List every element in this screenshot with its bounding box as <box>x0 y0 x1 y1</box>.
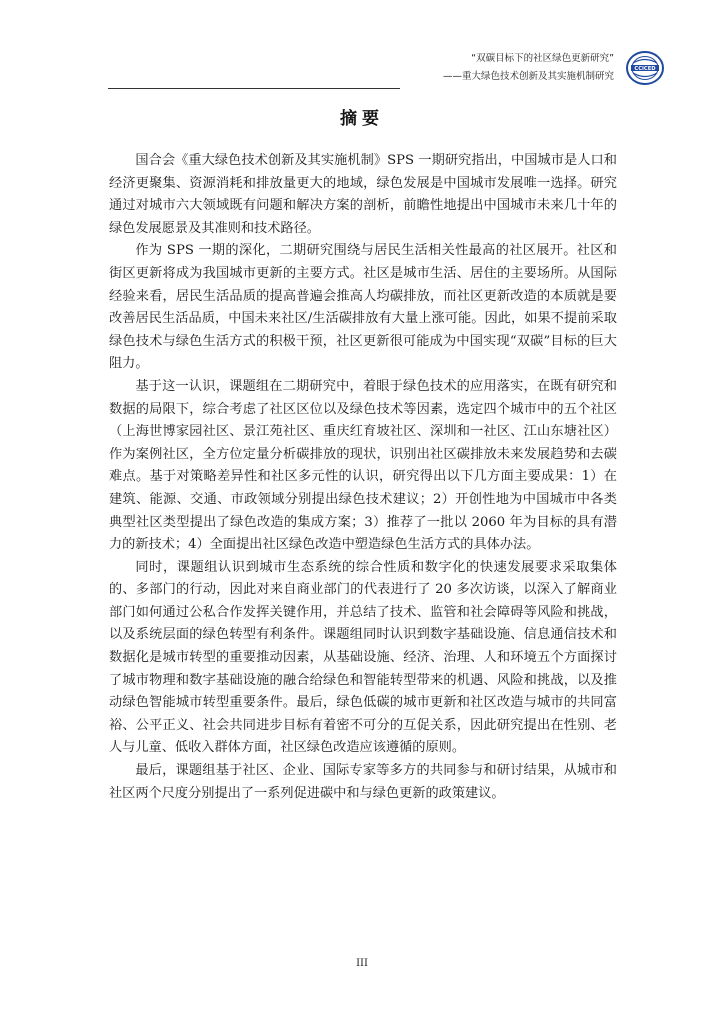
header-divider <box>108 88 400 89</box>
page-number: III <box>356 958 368 969</box>
paragraph: 国合会《重大绿色技术创新及其实施机制》SPS 一期研究指出，中国城市是人口和经济更聚集、资源消耗和排放量更大的地域，绿色发展是中国城市发展唯一选择。研究通过对城市六大领域既有问题和解决方案的剖析，前瞻性地提出中国城市未来几十年的绿色发展愿景及其准则和技术路径。 <box>109 153 617 236</box>
header-subtitle: ——重大绿色技术创新及其实施机制研究 <box>442 71 614 82</box>
paragraph: 基于这一认识，课题组在二期研究中，着眼于绿色技术的应用落实，在既有研究和数据的局限下，综合考虑了社区区位以及绿色技术等因素，选定四个城市中的五个社区（上海世博家园社区、景江苑社区、重庆红育坡社区、深圳和一社区、江山东塘社区）作为案例社区，全方位定量分析碳排放的现状，识别出社区碳排放未来发展趋势和去碳难点。基于对策略差异性和社区多元性的认识，研究得出以下几方面主要成果：1）在建筑、能源、交通、市政领域分别提出绿色技术建议；2）开创性地为中国城市中各类典型社区类型提出了绿色改造的集成方案；3）推荐了一批以 2060 年为目标的具有潜力的新技术；4）全面提出社区绿色改造中塑造绿色生活方式的具体办法。 <box>109 378 617 553</box>
cciced-logo-icon <box>624 50 666 86</box>
header-series-title: “双碳目标下的社区绿色更新研究” <box>471 53 614 64</box>
logo-text: CCICED <box>634 66 656 72</box>
header-text <box>443 50 614 86</box>
page-header <box>108 48 666 98</box>
abstract-body <box>109 150 617 805</box>
page-title: 摘要 <box>340 109 384 129</box>
paragraph: 同时，课题组认识到城市生态系统的综合性质和数字化的快速发展要求采取集体的、多部门的行动，因此对来自商业部门的代表进行了 20 多次访谈，以深入了解商业部门如何通过公私合作发挥关键作用，并总结了技术、监管和社会障碍等风险和挑战，以及系统层面的绿色转型有利条件。课题组同时认识到数字基础设施、信息通信技术和数据化是城市转型的重要推动因素，从基础设施、经济、治理、人和环境五个方面探讨了城市物理和数字基础设施的融合给绿色和智能转型带来的机遇、风险和挑战，以及推动绿色智能城市转型重要条件。最后，绿色低碳的城市更新和社区改造与城市的共同富裕、公平正义、社会共同进步目标有着密不可分的互促关系，因此研究提出在性别、老人与儿童、低收入群体方面，社区绿色改造应该遵循的原则。 <box>109 559 617 756</box>
paragraph: 作为 SPS 一期的深化，二期研究围绕与居民生活相关性最高的社区展开。社区和街区更新将成为我国城市更新的主要方式。社区是城市生活、居住的主要场所。从国际经验来看，居民生活品质的提高普遍会推高人均碳排放，而社区更新改造的本质就是要改善居民生活品质，中国未来社区/生活碳排放有大量上涨可能。因此，如果不提前采取绿色技术与绿色生活方式的积极干预，社区更新很可能成为中国实现“双碳”目标的巨大阻力。 <box>109 243 617 372</box>
paragraph: 最后，课题组基于社区、企业、国际专家等多方的共同参与和研讨结果，从城市和社区两个尺度分别提出了一系列促进碳中和与绿色更新的政策建议。 <box>109 763 617 801</box>
